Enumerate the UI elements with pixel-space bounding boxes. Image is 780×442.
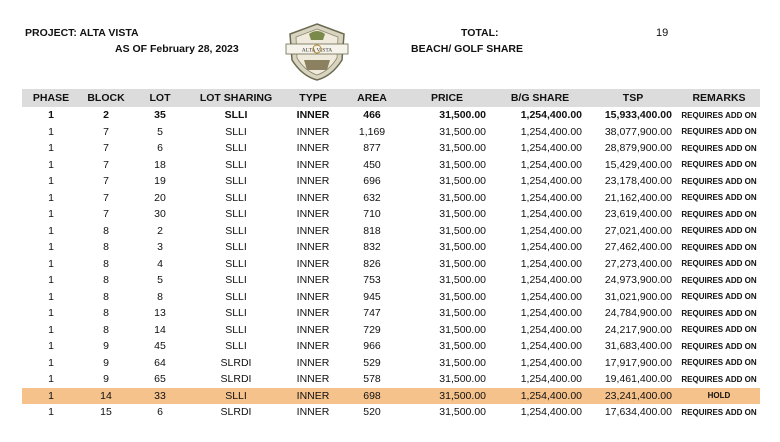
cell-bg-share: 1,254,400.00: [520, 290, 582, 303]
cell-area: 945: [363, 290, 381, 303]
cell-tsp: 19,461,400.00: [604, 373, 672, 386]
cell-type: INNER: [296, 241, 330, 254]
cell-area: 1,169: [358, 125, 386, 138]
cell-lot-sharing: SLRDI: [220, 356, 252, 369]
column-header-lot-sharing: LOT SHARING: [188, 89, 284, 107]
cell-bg-share: 1,254,400.00: [492, 388, 588, 405]
cell-type: INNER: [296, 109, 330, 122]
cell-bg-share: 1,254,400.00: [520, 191, 582, 204]
cell-bg-share: 1,254,400.00: [520, 125, 582, 138]
column-header-bg-share: B/G SHARE: [492, 89, 588, 107]
table-row: [22, 206, 760, 223]
column-header-price: PRICE: [402, 89, 492, 107]
cell-lot: 6: [157, 406, 163, 419]
cell-price: 31,500.00: [439, 109, 486, 122]
cell-lot: 3: [157, 241, 163, 254]
cell-lot: 30: [154, 208, 166, 221]
cell-block: 8: [103, 323, 109, 336]
cell-area: 818: [363, 224, 381, 237]
cell-remarks: REQUIRES ADD ON: [681, 275, 757, 285]
cell-lot: 33: [132, 388, 188, 405]
table-row: [22, 107, 760, 124]
cell-remarks: REQUIRES ADD ON: [681, 259, 757, 269]
cell-price: 31,500.00: [439, 191, 486, 204]
cell-remarks: HOLD: [678, 388, 760, 405]
cell-bg-share: 1,254,400.00: [520, 224, 582, 237]
cell-price: 31,500.00: [439, 356, 486, 369]
table-row: [22, 371, 760, 388]
cell-block: 8: [103, 224, 109, 237]
table-row: [22, 124, 760, 141]
cell-tsp: 27,273,400.00: [604, 257, 672, 270]
table-header-row: [22, 89, 760, 107]
cell-block: 8: [103, 257, 109, 270]
cell-area: 710: [363, 208, 381, 221]
cell-lot-sharing: SLLI: [225, 125, 247, 138]
cell-tsp: 21,162,400.00: [604, 191, 672, 204]
table-row: [22, 256, 760, 273]
cell-area: 747: [363, 307, 381, 320]
cell-lot-sharing: SLRDI: [220, 373, 252, 386]
cell-area: 578: [363, 373, 381, 386]
cell-type: INNER: [296, 208, 330, 221]
cell-lot-sharing: SLLI: [225, 307, 247, 320]
cell-lot: 20: [154, 191, 166, 204]
cell-tsp: 31,021,900.00: [604, 290, 672, 303]
cell-lot: 13: [154, 307, 166, 320]
cell-block: 14: [80, 388, 132, 405]
cell-bg-share: 1,254,400.00: [520, 109, 582, 122]
cell-bg-share: 1,254,400.00: [520, 241, 582, 254]
cell-phase: 1: [48, 208, 54, 221]
cell-type: INNER: [296, 340, 330, 353]
cell-phase: 1: [48, 340, 54, 353]
cell-bg-share: 1,254,400.00: [520, 158, 582, 171]
table-row: [22, 173, 760, 190]
svg-text:ALTA VISTA: ALTA VISTA: [301, 47, 333, 54]
table-row: [22, 338, 760, 355]
cell-bg-share: 1,254,400.00: [520, 356, 582, 369]
cell-bg-share: 1,254,400.00: [520, 307, 582, 320]
cell-area: 832: [363, 241, 381, 254]
cell-price: 31,500.00: [439, 175, 486, 188]
cell-tsp: 17,917,900.00: [604, 356, 672, 369]
cell-area: 450: [363, 158, 381, 171]
cell-price: 31,500.00: [439, 274, 486, 287]
lot-inventory-table: [22, 89, 760, 421]
cell-price: 31,500.00: [439, 307, 486, 320]
cell-price: 31,500.00: [439, 224, 486, 237]
cell-lot: 6: [157, 142, 163, 155]
cell-lot-sharing: SLLI: [225, 340, 247, 353]
cell-remarks: REQUIRES ADD ON: [681, 160, 757, 170]
cell-tsp: 28,879,900.00: [604, 142, 672, 155]
cell-type: INNER: [296, 406, 330, 419]
cell-type: INNER: [296, 125, 330, 138]
cell-lot: 35: [154, 109, 166, 122]
cell-tsp: 27,021,400.00: [604, 224, 672, 237]
cell-phase: 1: [48, 241, 54, 254]
total-label: TOTAL:: [461, 27, 499, 39]
column-header-type: TYPE: [284, 89, 342, 107]
cell-lot-sharing: SLLI: [225, 158, 247, 171]
cell-lot: 45: [154, 340, 166, 353]
cell-price: 31,500.00: [439, 406, 486, 419]
cell-block: 9: [103, 373, 109, 386]
cell-block: 7: [103, 191, 109, 204]
cell-type: INNER: [296, 307, 330, 320]
cell-area: 729: [363, 323, 381, 336]
cell-tsp: 15,429,400.00: [604, 158, 672, 171]
project-title: PROJECT: ALTA VISTA: [25, 27, 139, 39]
cell-price: 31,500.00: [439, 257, 486, 270]
column-header-block: BLOCK: [80, 89, 132, 107]
cell-area: 753: [363, 274, 381, 287]
cell-lot: 5: [157, 274, 163, 287]
cell-lot: 4: [157, 257, 163, 270]
cell-area: 520: [363, 406, 381, 419]
cell-price: 31,500.00: [402, 388, 492, 405]
cell-tsp: 27,462,400.00: [604, 241, 672, 254]
cell-type: INNER: [296, 356, 330, 369]
cell-block: 8: [103, 290, 109, 303]
cell-remarks: REQUIRES ADD ON: [681, 325, 757, 335]
cell-remarks: REQUIRES ADD ON: [681, 193, 757, 203]
cell-tsp: 24,973,900.00: [604, 274, 672, 287]
cell-lot-sharing: SLLI: [224, 109, 248, 122]
cell-area: 696: [363, 175, 381, 188]
cell-remarks: REQUIRES ADD ON: [681, 242, 757, 252]
column-header-tsp: TSP: [588, 89, 678, 107]
cell-remarks: REQUIRES ADD ON: [681, 358, 757, 368]
cell-type: INNER: [296, 175, 330, 188]
cell-remarks: REQUIRES ADD ON: [681, 143, 757, 153]
cell-block: 15: [100, 406, 112, 419]
cell-type: INNER: [296, 323, 330, 336]
cell-block: 7: [103, 142, 109, 155]
cell-tsp: 23,619,400.00: [604, 208, 672, 221]
table-row: [22, 190, 760, 207]
cell-bg-share: 1,254,400.00: [520, 142, 582, 155]
cell-price: 31,500.00: [439, 158, 486, 171]
column-header-lot: LOT: [132, 89, 188, 107]
cell-lot: 18: [154, 158, 166, 171]
table-row: [22, 223, 760, 240]
table-row: [22, 388, 760, 405]
cell-lot-sharing: SLLI: [225, 224, 247, 237]
cell-phase: 1: [48, 274, 54, 287]
cell-lot: 64: [154, 356, 166, 369]
cell-phase: 1: [48, 224, 54, 237]
cell-phase: 1: [48, 356, 54, 369]
cell-tsp: 24,217,900.00: [604, 323, 672, 336]
cell-tsp: 23,241,400.00: [588, 388, 678, 405]
cell-block: 9: [103, 356, 109, 369]
cell-lot-sharing: SLLI: [225, 142, 247, 155]
cell-bg-share: 1,254,400.00: [520, 373, 582, 386]
cell-lot: 5: [157, 125, 163, 138]
cell-area: 466: [363, 109, 381, 122]
table-row: [22, 272, 760, 289]
cell-type: INNER: [296, 224, 330, 237]
cell-type: INNER: [296, 191, 330, 204]
cell-phase: 1: [48, 142, 54, 155]
cell-block: 8: [103, 274, 109, 287]
cell-phase: 1: [48, 257, 54, 270]
cell-block: 7: [103, 125, 109, 138]
cell-block: 7: [103, 208, 109, 221]
cell-phase: 1: [22, 388, 80, 405]
cell-lot-sharing: SLLI: [225, 241, 247, 254]
cell-phase: 1: [48, 158, 54, 171]
cell-price: 31,500.00: [439, 290, 486, 303]
cell-remarks: REQUIRES ADD ON: [681, 110, 757, 120]
cell-phase: 1: [48, 406, 54, 419]
cell-type: INNER: [296, 158, 330, 171]
cell-area: 966: [363, 340, 381, 353]
table-row: [22, 322, 760, 339]
cell-lot-sharing: SLRDI: [220, 406, 252, 419]
cell-bg-share: 1,254,400.00: [520, 340, 582, 353]
cell-tsp: 38,077,900.00: [604, 125, 672, 138]
alta-vista-logo: [282, 20, 352, 82]
cell-type: INNER: [296, 373, 330, 386]
cell-bg-share: 1,254,400.00: [520, 406, 582, 419]
cell-bg-share: 1,254,400.00: [520, 257, 582, 270]
cell-lot-sharing: SLLI: [225, 257, 247, 270]
cell-remarks: REQUIRES ADD ON: [681, 374, 757, 384]
cell-phase: 1: [48, 290, 54, 303]
cell-type: INNER: [296, 290, 330, 303]
cell-price: 31,500.00: [439, 340, 486, 353]
column-header-area: AREA: [342, 89, 402, 107]
cell-type: INNER: [296, 274, 330, 287]
cell-remarks: REQUIRES ADD ON: [681, 308, 757, 318]
cell-price: 31,500.00: [439, 125, 486, 138]
cell-remarks: REQUIRES ADD ON: [681, 341, 757, 351]
cell-block: 7: [103, 158, 109, 171]
cell-phase: 1: [48, 175, 54, 188]
cell-tsp: 15,933,400.00: [604, 109, 672, 122]
cell-lot-sharing: SLLI: [188, 388, 284, 405]
cell-price: 31,500.00: [439, 373, 486, 386]
cell-lot: 2: [157, 224, 163, 237]
cell-type: INNER: [296, 257, 330, 270]
cell-type: INNER: [284, 388, 342, 405]
cell-block: 8: [103, 307, 109, 320]
cell-block: 7: [103, 175, 109, 188]
cell-remarks: REQUIRES ADD ON: [681, 127, 757, 137]
cell-phase: 1: [48, 307, 54, 320]
cell-remarks: REQUIRES ADD ON: [681, 176, 757, 186]
column-header-phase: PHASE: [22, 89, 80, 107]
table-row: [22, 157, 760, 174]
cell-price: 31,500.00: [439, 241, 486, 254]
table-row: [22, 289, 760, 306]
cell-lot: 14: [154, 323, 166, 336]
cell-price: 31,500.00: [439, 208, 486, 221]
cell-area: 877: [363, 142, 381, 155]
cell-phase: 1: [48, 191, 54, 204]
cell-bg-share: 1,254,400.00: [520, 323, 582, 336]
table-body: [22, 107, 760, 421]
cell-area: 529: [363, 356, 381, 369]
cell-block: 9: [103, 340, 109, 353]
table-row: [22, 305, 760, 322]
cell-remarks: REQUIRES ADD ON: [681, 292, 757, 302]
cell-phase: 1: [48, 109, 54, 122]
table-row: [22, 239, 760, 256]
cell-phase: 1: [48, 125, 54, 138]
beach-golf-share-label: BEACH/ GOLF SHARE: [411, 43, 524, 55]
cell-price: 31,500.00: [439, 142, 486, 155]
cell-area: 826: [363, 257, 381, 270]
cell-bg-share: 1,254,400.00: [520, 274, 582, 287]
cell-phase: 1: [48, 323, 54, 336]
cell-area: 698: [342, 388, 402, 405]
cell-lot: 19: [154, 175, 166, 188]
column-header-remarks: REMARKS: [678, 89, 760, 107]
cell-tsp: 23,178,400.00: [604, 175, 672, 188]
cell-remarks: REQUIRES ADD ON: [681, 226, 757, 236]
cell-lot-sharing: SLLI: [225, 274, 247, 287]
cell-bg-share: 1,254,400.00: [520, 208, 582, 221]
cell-lot-sharing: SLLI: [225, 290, 247, 303]
cell-area: 632: [363, 191, 381, 204]
cell-block: 2: [103, 109, 109, 122]
cell-lot-sharing: SLLI: [225, 208, 247, 221]
cell-phase: 1: [48, 373, 54, 386]
table-row: [22, 140, 760, 157]
cell-lot-sharing: SLLI: [225, 323, 247, 336]
cell-bg-share: 1,254,400.00: [520, 175, 582, 188]
cell-lot-sharing: SLLI: [225, 191, 247, 204]
table-row: [22, 404, 760, 421]
cell-type: INNER: [296, 142, 330, 155]
cell-block: 8: [103, 241, 109, 254]
total-count: 19: [656, 27, 669, 39]
cell-tsp: 17,634,400.00: [604, 406, 672, 419]
cell-remarks: REQUIRES ADD ON: [681, 407, 757, 417]
cell-lot-sharing: SLLI: [225, 175, 247, 188]
cell-lot: 65: [154, 373, 166, 386]
cell-tsp: 24,784,900.00: [604, 307, 672, 320]
as-of-date: AS OF February 28, 2023: [115, 43, 239, 55]
cell-lot: 8: [157, 290, 163, 303]
cell-tsp: 31,683,400.00: [604, 340, 672, 353]
table-row: [22, 355, 760, 372]
cell-price: 31,500.00: [439, 323, 486, 336]
cell-remarks: REQUIRES ADD ON: [681, 209, 757, 219]
